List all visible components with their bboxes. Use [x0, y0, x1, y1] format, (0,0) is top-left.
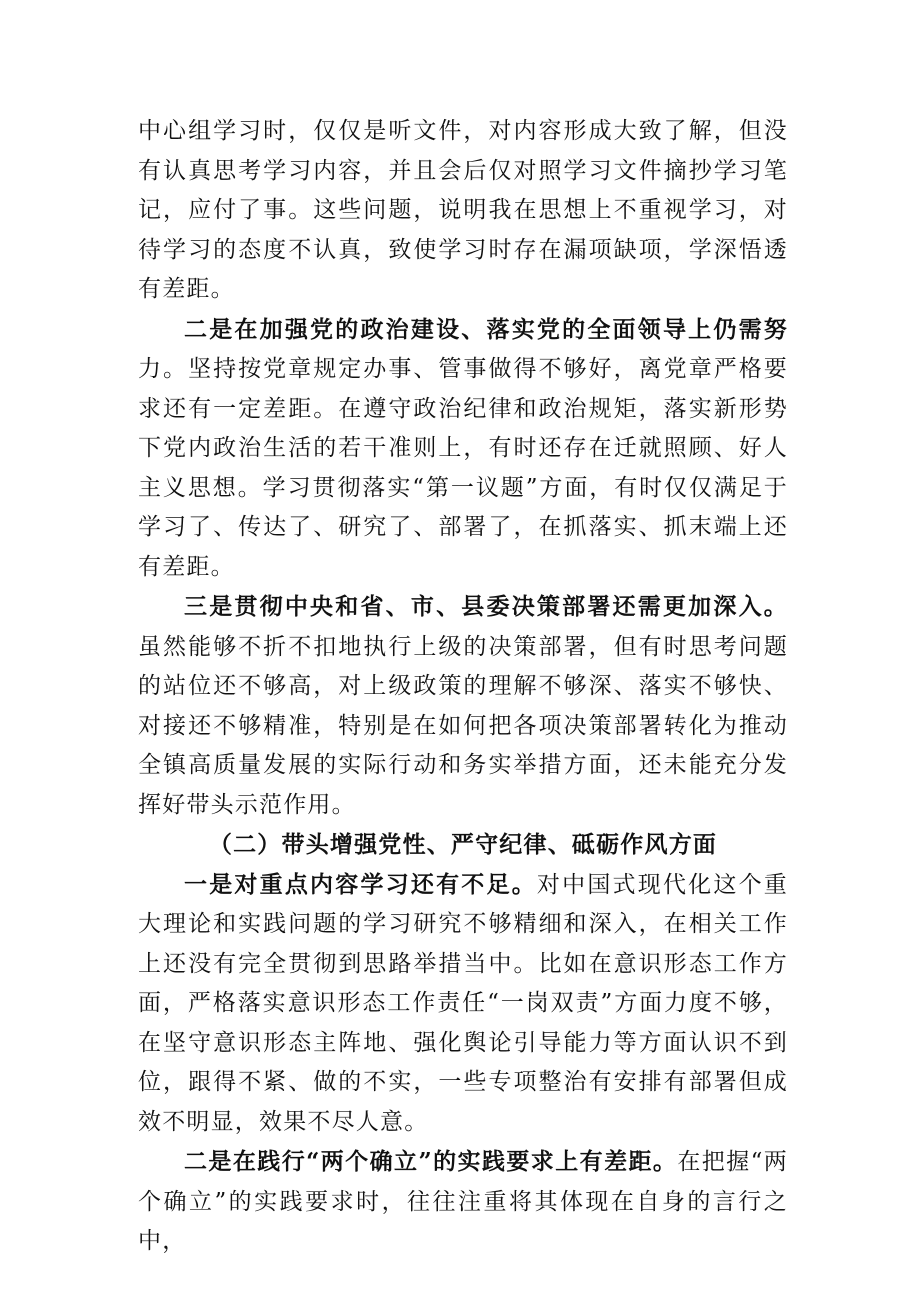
paragraph-lead: 二是在践行“两个确立”的实践要求上有差距。: [184, 1148, 678, 1175]
paragraph-lead: 一是对重点内容学习还有不足。: [184, 870, 537, 898]
paragraph-body: 虽然能够不折不扣地执行上级的决策部署，但有时思考问题的站位还不够高，对上级政策的理解不够深、落实不够快、对接还不够精准，特别是在如何把各项决策部署转化为推动全镇高质量发展的实际行动和务实举措方面，还未能充分发挥好带头示范作用。: [138, 633, 788, 818]
paragraph-lead: 三是贯彻中央和省、市、县委决策部署还需更加深入。: [184, 593, 788, 620]
paragraph-body: 在把握“两个确立”的实践要求时，往往注重将其体现在自身的言行之中，: [138, 1149, 788, 1254]
paragraph-political-building: [138, 310, 788, 588]
paragraph-lead: 二是在加强党的政治建设、落实党的全面领导上仍需努: [184, 315, 788, 343]
section-heading: （二）带头增强党性、严守纪律、砥砺作风方面: [208, 831, 718, 858]
document-body: [138, 112, 788, 1262]
paragraph-key-study: [138, 865, 788, 1143]
paragraph-decision-implementation: [138, 587, 788, 825]
paragraph-two-establishes: [138, 1142, 788, 1262]
paragraph-continued: [138, 112, 788, 310]
paragraph-body: 中心组学习时，仅仅是听文件，对内容形成大致了解，但没有认真思考学习内容，并且会后仅对照学习文件摘抄学习笔记，应付了事。这些问题，说明我在思想上不重视学习，对待学习的态度不认真，致使学习时存在漏项缺项，学深悟透有差距。: [138, 118, 788, 302]
paragraph-body: 对中国式现代化这个重大理论和实践问题的学习研究不够精细和深入，在相关工作上还没有完全贯彻到思路举措当中。比如在意识形态工作方面，严格落实意识形态工作责任“一岗双责”方面力度不够，在坚守意识形态主阵地、强化舆论引导能力等方面认识不到位，跟得不紧、做的不实，一些专项整治有安排有部署但成效不明显，效果不尽人意。: [138, 871, 788, 1135]
paragraph-body: 力。坚持按党章规定办事、管事做得不够好，离党章严格要求还有一定差距。在遵守政治纪律和政治规矩，落实新形势下党内政治生活的若干准则上，有时还存在迁就照顾、好人主义思想。学习贯彻落实“第一议题”方面，有时仅仅满足于学习了、传达了、研究了、部署了，在抓落实、抓末端上还有差距。: [138, 356, 788, 580]
